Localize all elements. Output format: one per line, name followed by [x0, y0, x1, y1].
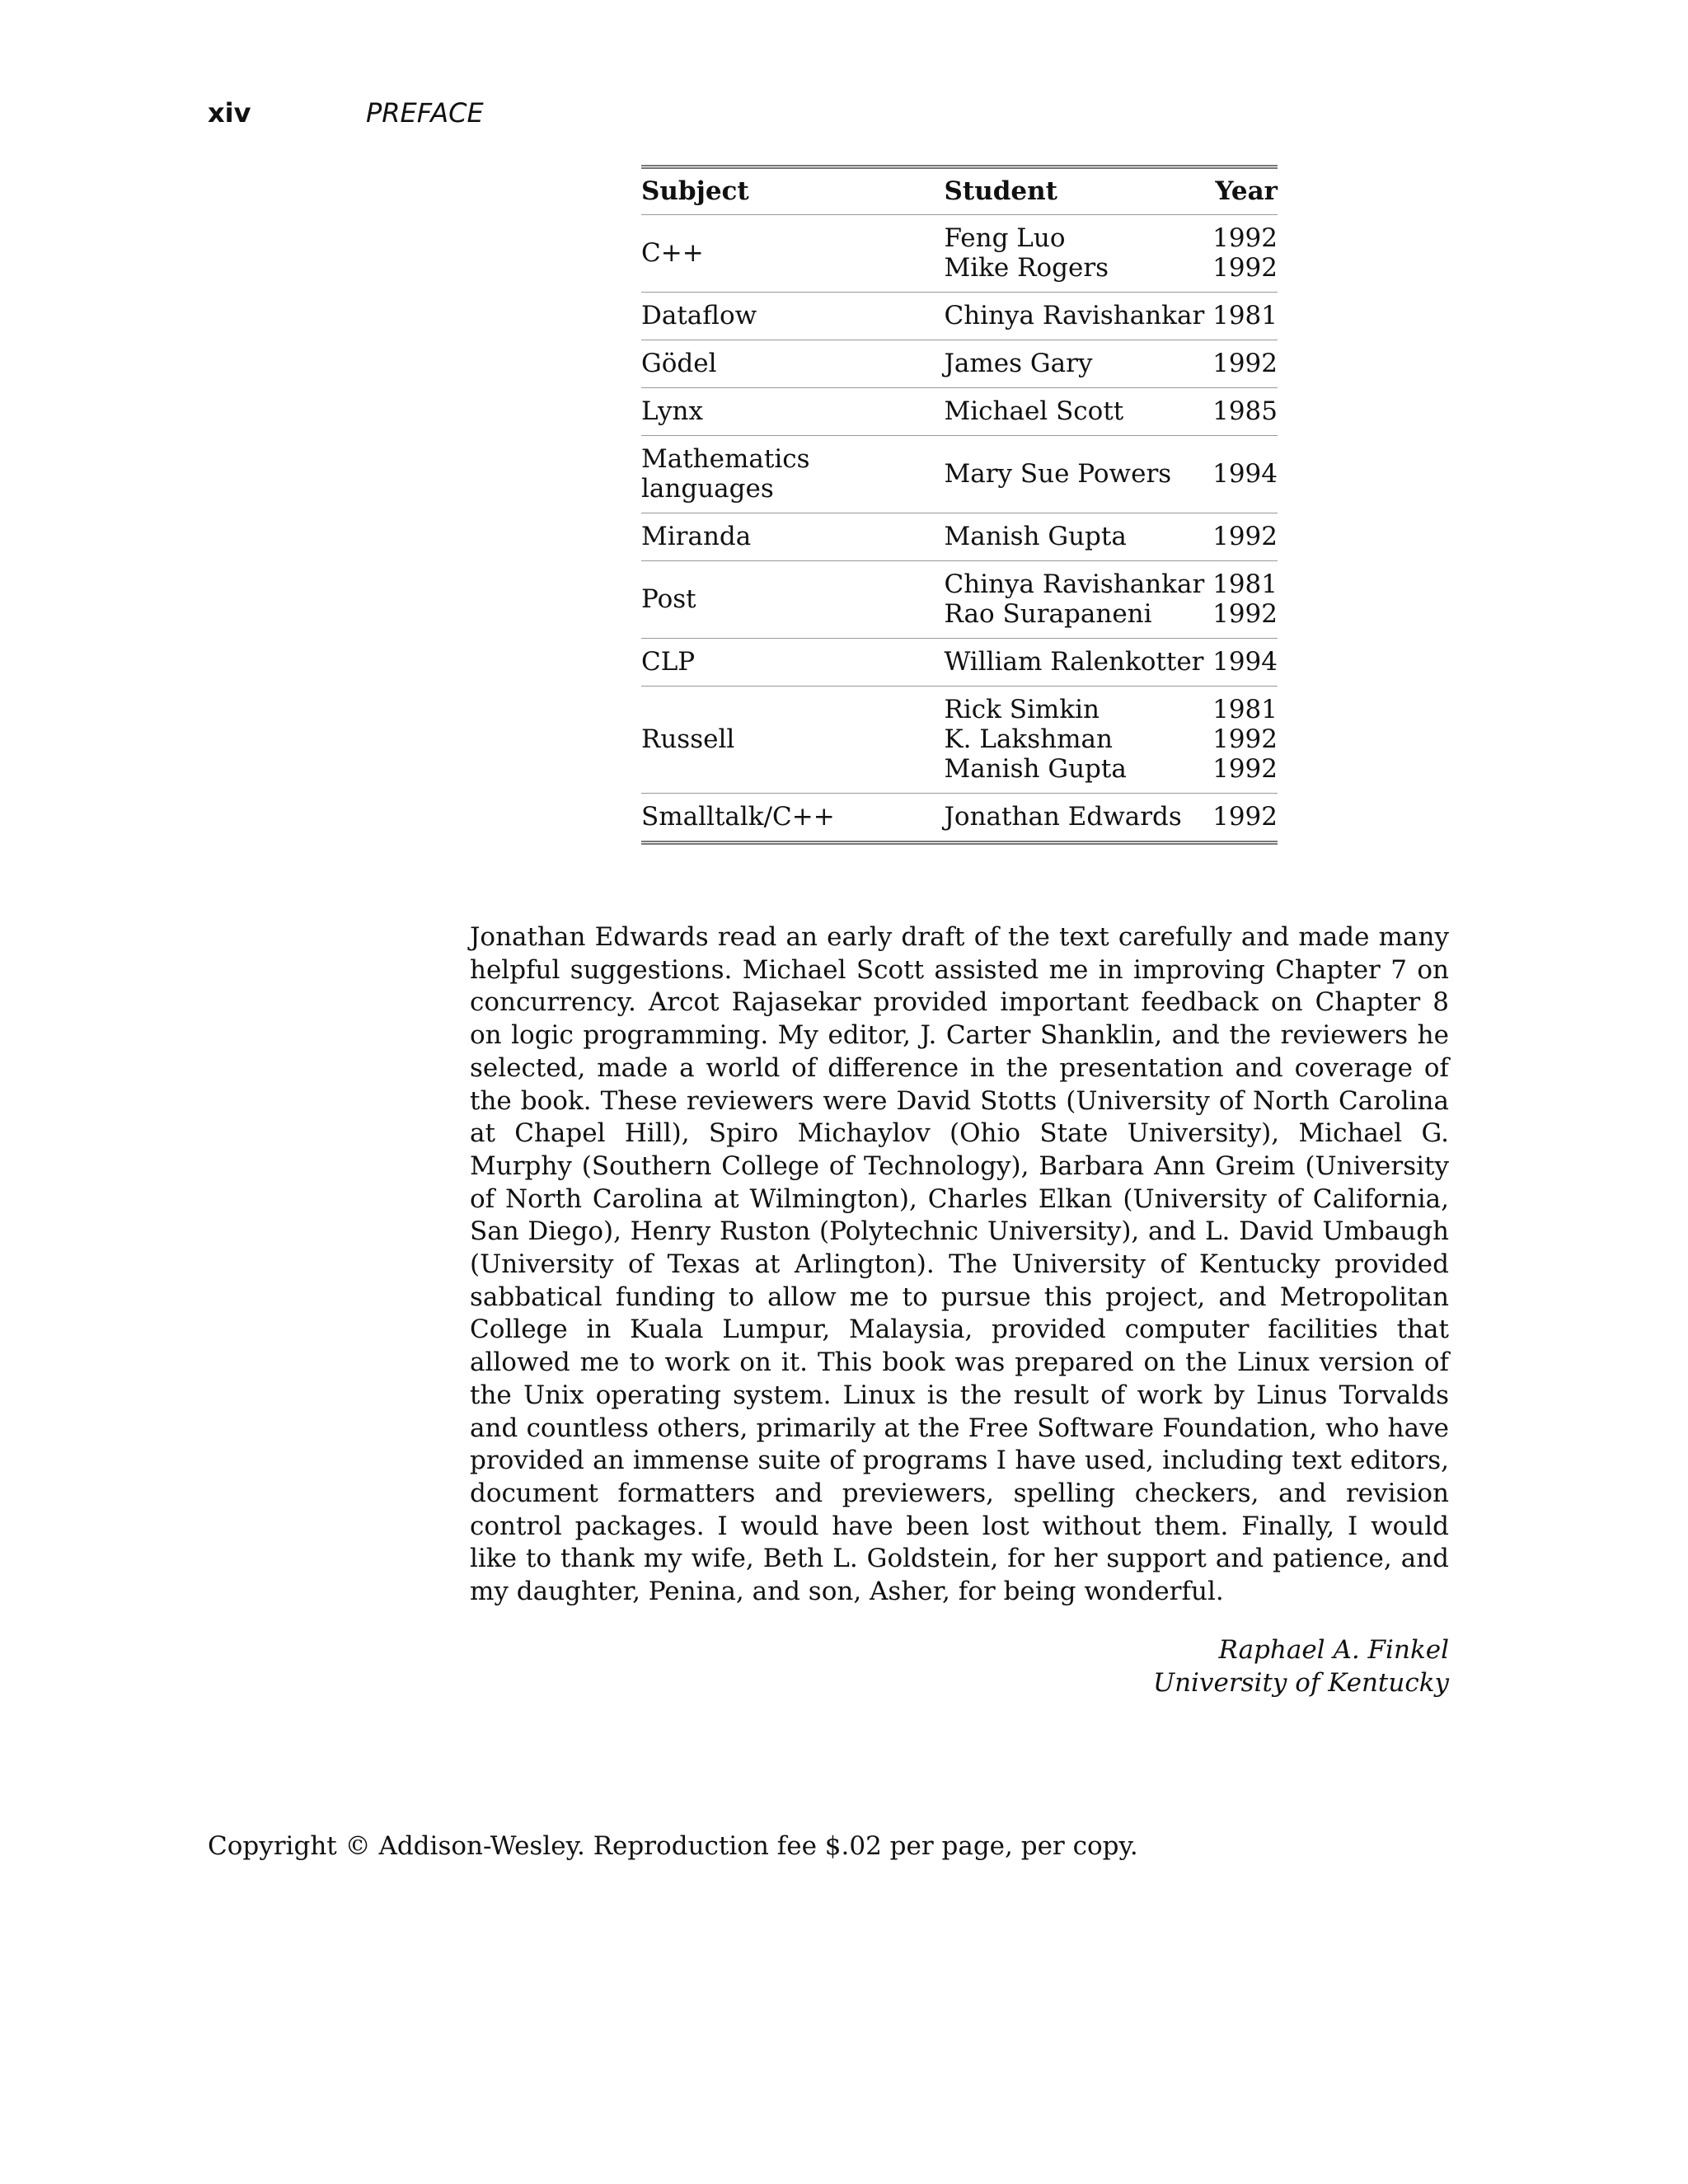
year-value: 1994	[1212, 459, 1278, 489]
subject-cell: Smalltalk/C++	[641, 802, 835, 832]
signature-block	[1153, 1633, 1449, 1699]
student-name: Chinya Ravishankar	[944, 301, 1205, 330]
subject-cell: C++	[641, 215, 944, 293]
subject-cell: Lynx	[641, 388, 944, 436]
year-value: 1992	[1212, 802, 1278, 832]
student-name: Rao Surapaneni	[944, 599, 1152, 629]
student-cell	[944, 436, 1212, 513]
copyright-notice: Copyright © Addison-Wesley. Reproduction fee $.02 per page, per copy.	[208, 1831, 1138, 1861]
year-value: 1985	[1212, 396, 1278, 426]
year-cell	[1212, 639, 1278, 687]
subject-cell: Russell	[641, 687, 944, 794]
year-value: 1981	[1212, 695, 1278, 724]
subject-cell: Miranda	[641, 513, 944, 561]
table-row	[641, 513, 1278, 561]
year-cell	[1212, 340, 1278, 388]
author-name: Raphael A. Finkel	[1218, 1635, 1449, 1665]
table-row	[641, 293, 1278, 340]
student-name: Manish Gupta	[944, 522, 1127, 551]
student-cell	[944, 388, 1212, 436]
student-name: K. Lakshman	[944, 724, 1113, 754]
year-cell	[1212, 794, 1278, 843]
year-value: 1992	[1212, 754, 1278, 784]
table-row	[641, 388, 1278, 436]
subject-cell: Gödel	[641, 340, 944, 388]
student-name: James Gary	[944, 349, 1093, 378]
year-value: 1992	[1212, 599, 1278, 629]
student-cell	[944, 513, 1212, 561]
student-name: Chinya Ravishankar	[944, 569, 1205, 599]
year-value: 1992	[1212, 522, 1278, 551]
year-cell	[1212, 436, 1278, 513]
student-cell	[944, 340, 1212, 388]
student-name: Feng Luo	[944, 223, 1066, 253]
table-header-row	[641, 167, 1278, 215]
year-value: 1992	[1212, 223, 1278, 253]
running-head	[208, 97, 1526, 134]
acknowledgements-paragraph: Jonathan Edwards read an early draft of the text carefully and made many helpful suggestions. Michael Scott assisted me in improving Chapter 7 on concurrency. Arcot Rajasekar provided important feedback on Chapter 8 on logic programming. My editor, J. Carter Shanklin, and the reviewers he selected, made a world of difference in the presentation and coverage of the book. These reviewers were David Stotts (University of North Carolina at Chapel Hill), Spiro Michaylov (Ohio State University), Michael G. Murphy (Southern College of Technology), Barbara Ann Greim (University of North Carolina at Wilmington), Charles Elkan (University of California, San Diego), Henry Ruston (Polytechnic University), and L. David Umbaugh (University of Texas at Arlington). The University of Kentucky provided sabbatical funding to allow me to pursue this project, and Metropolitan College in Kuala Lumpur, Malaysia, provided computer facilities that allowed me to work on it. This book was prepared on the Linux version of the Unix operating system. Linux is the result of work by Linus Torvalds and countless others, primarily at the Free Software Foundation, who have provided an immense suite of programs I have used, including text editors, document formatters and previewers, spelling checkers, and revision control packages. I would have been lost without them. Finally, I would like to thank my wife, Beth L. Goldstein, for her support and patience, and my daughter, Penina, and son, Asher, for being wonderful.	[470, 922, 1449, 1607]
year-value: 1992	[1212, 724, 1278, 754]
author-affiliation: University of Kentucky	[1152, 1668, 1449, 1698]
subject-cell: CLP	[641, 639, 944, 687]
subject-cell: Mathematics languages	[641, 436, 944, 513]
student-cell	[944, 794, 1212, 843]
student-name: Jonathan Edwards	[944, 802, 1182, 832]
student-cell	[944, 215, 1212, 293]
year-cell	[1212, 513, 1278, 561]
table-row	[641, 687, 1278, 794]
student-name: Rick Simkin	[944, 695, 1100, 724]
year-cell	[1212, 388, 1278, 436]
table-row	[641, 794, 1278, 843]
column-header-student: Student	[944, 167, 1212, 215]
student-name: Mike Rogers	[944, 253, 1109, 283]
year-cell	[1212, 293, 1278, 340]
subject-cell: Post	[641, 561, 944, 639]
student-name: Michael Scott	[944, 396, 1124, 426]
column-header-subject: Subject	[641, 167, 944, 215]
student-projects-table-container	[641, 165, 1278, 845]
subject-cell: Dataflow	[641, 293, 944, 340]
year-value: 1981	[1212, 301, 1278, 330]
year-cell	[1212, 687, 1278, 794]
year-cell	[1212, 561, 1278, 639]
table-body	[641, 215, 1278, 843]
student-cell	[944, 561, 1212, 639]
table-row	[641, 639, 1278, 687]
student-name: Manish Gupta	[944, 754, 1127, 784]
student-projects-table	[641, 165, 1278, 845]
student-cell	[944, 293, 1212, 340]
table-row	[641, 561, 1278, 639]
student-name: William Ralenkotter	[944, 647, 1204, 677]
student-name: Mary Sue Powers	[944, 459, 1172, 489]
table-row	[641, 215, 1278, 293]
column-header-year: Year	[1212, 167, 1278, 215]
student-cell	[944, 639, 1212, 687]
table-row	[641, 340, 1278, 388]
student-cell	[944, 687, 1212, 794]
table-row	[641, 436, 1278, 513]
year-value: 1992	[1212, 253, 1278, 283]
year-value: 1992	[1212, 349, 1278, 378]
year-cell	[1212, 215, 1278, 293]
page-number: xiv	[208, 97, 251, 129]
year-value: 1994	[1212, 647, 1278, 677]
section-title: PREFACE	[366, 97, 484, 129]
year-value: 1981	[1212, 569, 1278, 599]
